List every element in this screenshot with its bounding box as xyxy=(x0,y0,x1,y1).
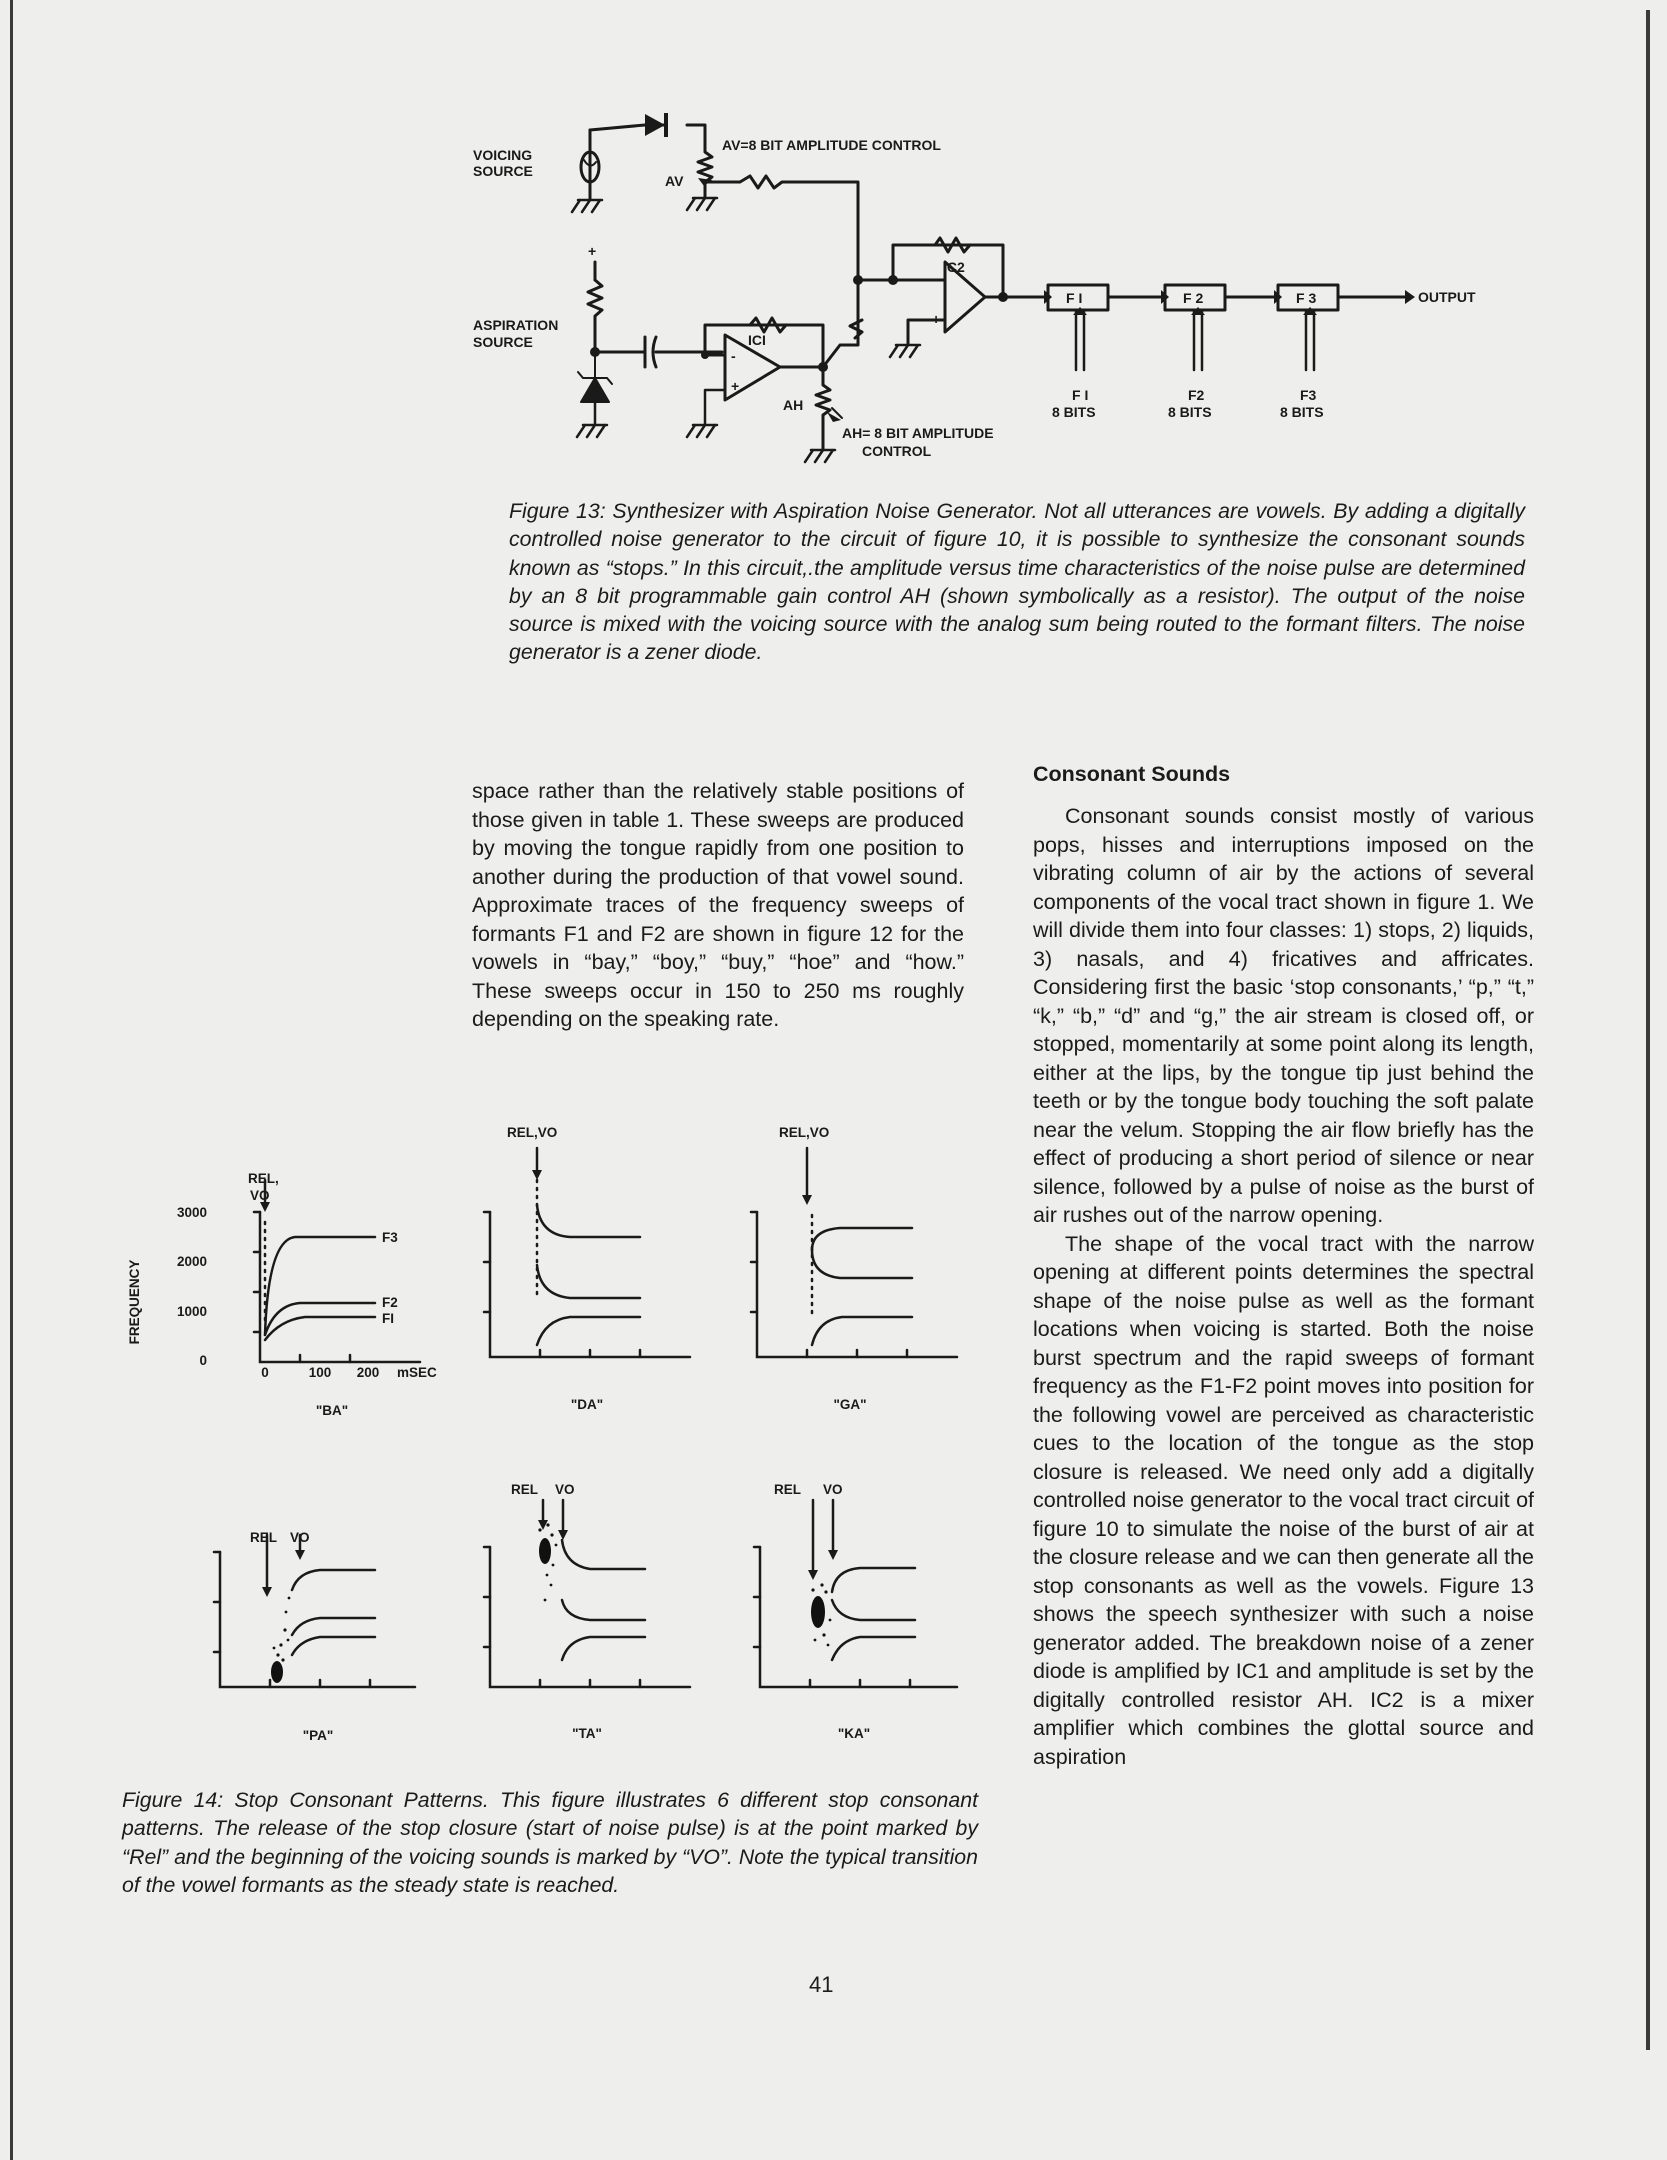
left-column xyxy=(472,777,964,1034)
aspiration-source-label: ASPIRATION xyxy=(473,317,559,333)
filter-f3-bits-name: F3 xyxy=(1300,387,1317,403)
panel-da-axes xyxy=(484,1212,690,1357)
filter-f2-bits-name: F2 xyxy=(1188,387,1205,403)
right-column-paragraph: Consonant sounds consist mostly of various pops, hisses and interruptions imposed on the vibrating column of air by the actions of several components of the vocal tract shown in figure 1. We will divide them into four classes: 1) stops, 2) liquids, 3) nasals, and 4) fricatives and affricates. Considering first the basic ‘stop consonants,’ “p,” “t,” “k,” “b,” “d” and “g,” the air stream is closed off, or stopped, momentarily at some point along its length, either at the lips, by the tongue tip just behind the teeth or by the tongue body touching the soft palate near the velum. Stopping the air flow briefly has the effect of producing a short period of silence or near silence, followed by a pulse of noise as the burst of air rushes out of the narrow opening. xyxy=(1033,804,1534,1227)
ic1-label: ICI xyxy=(748,332,766,348)
formant-label-f3: F3 xyxy=(382,1230,398,1245)
filter-f1-label: F I xyxy=(1066,290,1083,306)
aspiration-resistor xyxy=(588,280,602,352)
ka-rel-label: REL xyxy=(774,1482,801,1497)
x-axis-unit: mSEC xyxy=(397,1365,437,1380)
av-label: AV xyxy=(665,173,684,189)
ga-formant-f2 xyxy=(812,1250,912,1278)
voicing-source-label: SOURCE xyxy=(473,163,533,179)
ba-vo-label: VO xyxy=(250,1188,270,1203)
y-tick-2000: 2000 xyxy=(176,1254,207,1269)
figure-14-stop-consonant-patterns xyxy=(120,1115,960,1755)
ic2-plus-sign: + xyxy=(932,311,941,327)
ga-formant-f3 xyxy=(812,1228,912,1250)
ka-formant-f1 xyxy=(832,1637,915,1660)
panel-ta-label: "TA" xyxy=(572,1726,602,1741)
ic1-plus-sign: + xyxy=(731,378,740,394)
pa-vo-label: VO xyxy=(290,1530,310,1545)
pa-rel-label: REL xyxy=(250,1530,277,1545)
right-column xyxy=(1033,760,1534,1771)
x-tick-200: 200 xyxy=(356,1365,380,1380)
ka-noise-burst xyxy=(811,1583,831,1646)
pa-formant-f2 xyxy=(292,1618,375,1635)
da-rel-vo-label: REL,VO xyxy=(507,1125,558,1140)
right-column-paragraph: The shape of the vocal tract with the narrow opening at different points determines the spectral shape of the noise pulse as well as the formant locations when voicing is started. Both the noise burst spectrum and the rapid sweeps of formant frequency as the F1-F2 point moves into position for the following vowel are perceived as characteristic cues to the location of the tongue as the stop closure is released. We need only add a digitally controlled noise generator to the vocal tract circuit of figure 10 to simulate the noise of the burst of air at the closure release and we can then generate all the stop consonants as well as the vowels. Figure 13 shows the speech synthesizer with such a noise generator added. The breakdown noise of a zener diode is amplified by IC1 and amplitude is set by the digitally controlled resistor AH. IC2 is a mixer amplifier which combines the glottal source and aspiration xyxy=(1033,1231,1534,1769)
panel-ga-axes xyxy=(751,1212,957,1357)
av-control-label: AV=8 BIT AMPLITUDE CONTROL xyxy=(722,137,941,153)
filter-f3-bits: 8 BITS xyxy=(1280,404,1324,420)
panel-pa-label: "PA" xyxy=(302,1728,334,1743)
ba-formant-f3 xyxy=(265,1237,375,1335)
ta-formant-f1 xyxy=(562,1637,645,1660)
ta-noise-burst xyxy=(538,1523,557,1601)
ba-rel-label: REL, xyxy=(248,1171,279,1186)
y-tick-3000: 3000 xyxy=(176,1205,207,1220)
pa-noise-burst xyxy=(271,1597,290,1683)
ka-vo-label: VO xyxy=(823,1482,843,1497)
page-number: 41 xyxy=(809,1972,834,1997)
ta-vo-label: VO xyxy=(555,1482,575,1497)
pa-formant-f1 xyxy=(292,1637,375,1655)
ah-control-label: AH= 8 BIT AMPLITUDE xyxy=(842,425,994,441)
ic1-minus-sign: - xyxy=(731,348,736,364)
filter-f1-bits-name: F I xyxy=(1072,387,1089,403)
filter-f2-label: F 2 xyxy=(1183,290,1204,306)
section-heading: Consonant Sounds xyxy=(1033,762,1231,786)
filter-f2-bits: 8 BITS xyxy=(1168,404,1212,420)
figure-13-caption: Figure 13: Synthesizer with Aspiration Noise Generator. Not all utterances are vowels. By adding a digitally controlled noise generator to the circuit of figure 10, it is possible to synthesize the consonant sounds known as “stops.” In this circuit,.the amplitude versus time characteristics of the noise pulse are determined by an 8 bit programmable gain control AH (shown symbolically as a resistor). The output of the noise source is mixed with the voicing source with the analog sum being routed to the formant filters. The noise generator is a zener diode. xyxy=(509,499,1525,665)
panel-ka-label: "KA" xyxy=(837,1726,871,1741)
ka-formant-f2 xyxy=(832,1600,915,1620)
ta-formant-f3 xyxy=(562,1540,645,1569)
ka-formant-f3 xyxy=(832,1568,915,1592)
panel-ga-label: "GA" xyxy=(833,1397,867,1412)
av-potentiometer xyxy=(698,138,712,198)
ga-formant-f1 xyxy=(812,1317,912,1345)
left-column-paragraph: space rather than the relatively stable positions of those given in table 1. These sweeps are produced by moving the tongue rapidly from one position to another during the production of that vowel sound. Approximate traces of the frequency sweeps of formants F1 and F2 are shown in figure 12 for the vowels in “bay,” “boy,” “buy,” “hoe” and “how.” These sweeps occur in 150 to 250 ms roughly depending on the speaking rate. xyxy=(472,779,964,1031)
ba-formant-f1 xyxy=(265,1317,375,1340)
page-edge-left xyxy=(10,0,13,2160)
y-tick-1000: 1000 xyxy=(176,1304,207,1319)
aspiration-plus-sign: + xyxy=(588,243,597,259)
frequency-axis-label: FREQUENCY xyxy=(127,1259,142,1345)
filter-f1-bits: 8 BITS xyxy=(1052,404,1096,420)
ah-label: AH xyxy=(783,397,804,413)
pa-formant-f3 xyxy=(292,1570,375,1590)
x-tick-0: 0 xyxy=(261,1365,269,1380)
y-tick-0: 0 xyxy=(199,1353,207,1368)
da-formant-f3 xyxy=(537,1205,640,1237)
filter-f3-label: F 3 xyxy=(1296,290,1317,306)
output-label: OUTPUT xyxy=(1418,289,1476,305)
page-edge-right xyxy=(1646,10,1650,2050)
ba-formant-f2 xyxy=(265,1303,375,1335)
panel-da-label: "DA" xyxy=(570,1397,604,1412)
panel-ba-label: "BA" xyxy=(315,1403,349,1418)
ic2-label: IC2 xyxy=(943,259,965,275)
formant-label-f2: F2 xyxy=(382,1295,398,1310)
ah-potentiometer xyxy=(816,367,830,450)
ta-rel-label: REL xyxy=(511,1482,538,1497)
da-formant-f1 xyxy=(537,1317,640,1345)
figure-13-circuit-diagram xyxy=(450,105,1476,475)
x-tick-100: 100 xyxy=(308,1365,332,1380)
voicing-diode-symbol xyxy=(645,114,665,136)
voicing-source-label: VOICING xyxy=(473,147,533,163)
ga-rel-vo-label: REL,VO xyxy=(779,1125,830,1140)
formant-label-f1: FI xyxy=(382,1311,394,1326)
da-formant-f2 xyxy=(537,1265,640,1298)
aspiration-source-label: SOURCE xyxy=(473,334,533,350)
figure-14-caption: Figure 14: Stop Consonant Patterns. This figure illustrates 6 different stop consonant patterns. The release of the stop closure (start of noise pulse) is at the point marked by “Rel” and the beginning of the voicing sounds is marked by “VO”. Note the typical transition of the vowel formants as the steady state is reached. xyxy=(122,1788,978,1897)
ah-control-label: CONTROL xyxy=(862,443,932,459)
ta-formant-f2 xyxy=(562,1600,645,1620)
